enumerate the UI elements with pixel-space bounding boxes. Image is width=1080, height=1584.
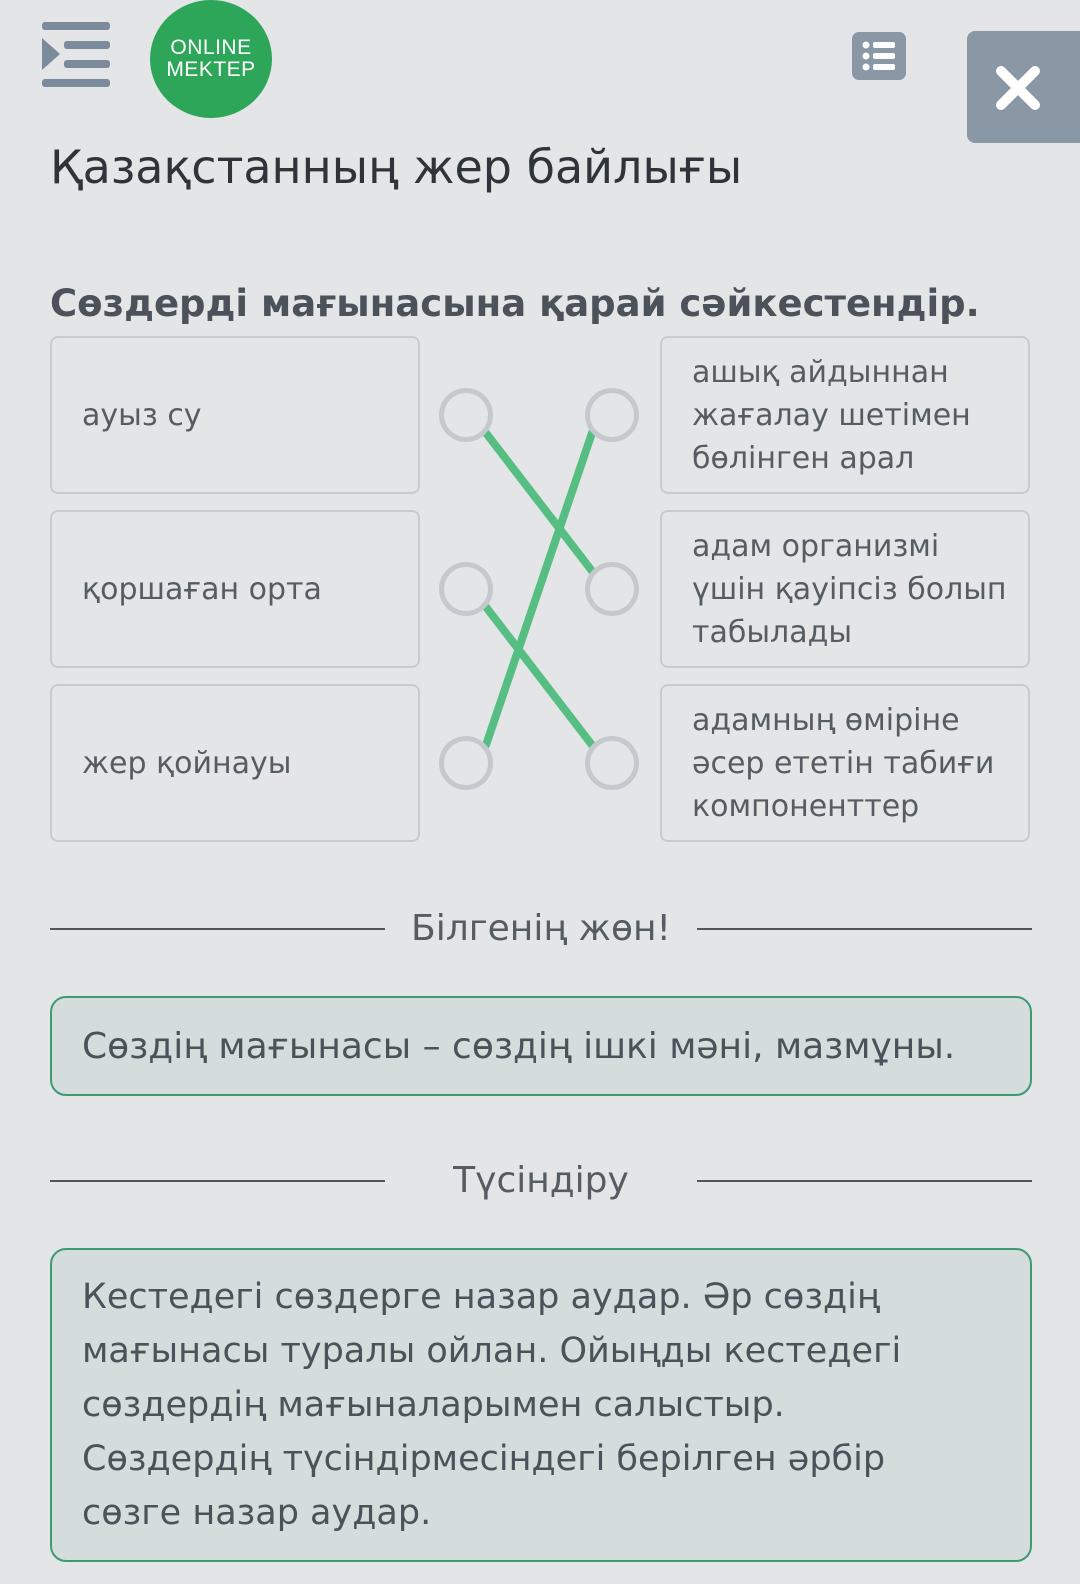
right-item-line: үшін қауіпсіз болып bbox=[692, 571, 1007, 607]
right-item-line: жағалау шетімен bbox=[692, 397, 971, 433]
left-item-label: жер қойнауы bbox=[82, 745, 292, 781]
right-connector-dot-1[interactable] bbox=[585, 388, 639, 442]
knowledge-text: Сөздің мағынасы – сөздің ішкі мәні, мазмұны. bbox=[82, 1025, 956, 1067]
explanation-box bbox=[50, 1248, 1032, 1562]
knowledge-section-header bbox=[50, 904, 1032, 954]
explanation-line: Сөздердің түсіндірмесіндегі берілген әрбір bbox=[82, 1439, 886, 1479]
knowledge-box bbox=[50, 996, 1032, 1096]
left-connector-dot-3[interactable] bbox=[439, 736, 493, 790]
right-item-line: адам организмі bbox=[692, 528, 940, 564]
logo-text-line1: ONLINE bbox=[170, 36, 252, 59]
explanation-line: сөздердің мағыналарымен салыстыр. bbox=[82, 1385, 785, 1425]
right-item-line: компоненттер bbox=[692, 788, 920, 824]
match-line-1 bbox=[486, 433, 592, 571]
left-connector-dot-1[interactable] bbox=[439, 388, 493, 442]
left-connector-dot-2[interactable] bbox=[439, 562, 493, 616]
explanation-line: Кестедегі сөздерге назар аудар. Әр сөздің bbox=[82, 1277, 880, 1317]
match-line-3 bbox=[486, 433, 592, 745]
knowledge-heading: Білгенің жөн! bbox=[411, 908, 671, 949]
right-item-line: бөлінген арал bbox=[692, 440, 915, 476]
right-item-line: адамның өміріне bbox=[692, 702, 960, 738]
explanation-line: мағынасы туралы ойлан. Ойыңды кестедегі bbox=[82, 1331, 902, 1371]
left-item-label: ауыз су bbox=[82, 397, 202, 433]
right-item-line: әсер ететін табиғи bbox=[692, 745, 995, 781]
right-connector-dot-2[interactable] bbox=[585, 562, 639, 616]
logo-text-line2: MEKTEP bbox=[166, 58, 256, 81]
task-instruction: Сөздерді мағынасына қарай сәйкестендір. bbox=[50, 282, 980, 325]
explanation-heading: Түсіндіру bbox=[453, 1160, 629, 1201]
match-line-2 bbox=[486, 607, 592, 745]
page-title: Қазақстанның жер байлығы bbox=[50, 140, 743, 194]
left-item-label: қоршаған орта bbox=[82, 571, 322, 607]
right-connector-dot-3[interactable] bbox=[585, 736, 639, 790]
explanation-line: сөзге назар аудар. bbox=[82, 1493, 432, 1533]
explanation-section-header bbox=[50, 1156, 1032, 1206]
right-item-line: ашық айдыннан bbox=[692, 354, 949, 390]
right-item-line: табылады bbox=[692, 614, 853, 650]
